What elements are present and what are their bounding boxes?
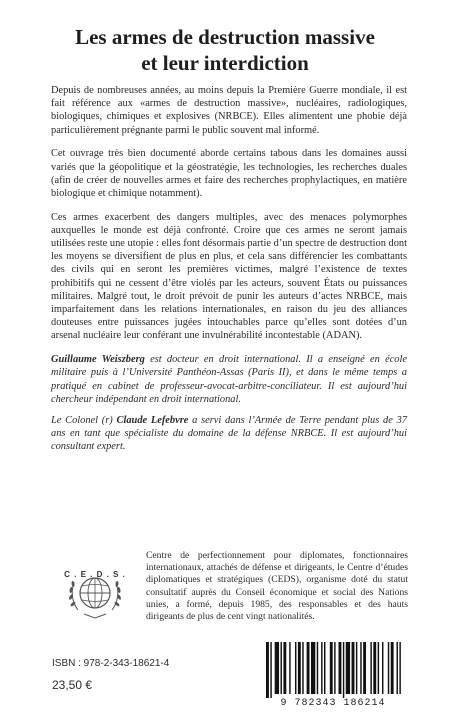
title-line-1: Les armes de destruction massive [75,25,375,49]
barcode-bar [289,642,290,694]
title-line-2: et leur interdiction [141,51,309,75]
barcode-bar [317,642,318,694]
barcode-bar [373,642,376,694]
laurel-globe-icon [52,548,138,628]
barcode-bar [346,642,350,694]
barcode-bar [307,642,310,694]
author-bio-lefebvre [51,414,407,454]
book-title [0,24,450,76]
barcode-bar [399,642,400,694]
barcode-bar [382,642,383,694]
barcode-bar [266,642,269,698]
barcode-bar [378,642,379,694]
barcode-bar [302,642,303,694]
barcode-bar [356,642,357,694]
barcode-bar [360,642,361,694]
barcode-bar [352,642,355,694]
author-bio-weiszberg [51,353,407,406]
author-bio-text-weiszberg: est docteur en droit international. Il a enseigné en école militaire puis à l’Université Panthéon-Assas (Paris II), et dans le même temps a pratiqué en cabinet de professeur-avocat-arbitre-conciliateur. Il est aujourd’hui chercheur indépendant en droit international. [51,354,407,405]
barcode-bar [343,642,344,698]
barcode-bar [330,642,333,694]
barcode-bar [334,642,335,694]
ceds-logo [52,548,138,628]
barcode-bar [370,642,371,694]
barcode-bar [363,642,366,694]
barcode-bar [270,642,271,698]
barcode-bar [397,642,398,694]
barcode-bar [388,642,389,694]
author-bio-text-lefebvre: a servi dans l’Armée de Terre pendant plus de 37 ans en tant que spécialiste du domaine de la défense NRBCE. Il est aujourd’hui consultant expert. [51,414,407,453]
barcode-bar [281,642,282,694]
back-cover-text [51,84,407,464]
author-name-lefebvre: Claude Lefebvre [116,414,189,426]
barcode-bar [298,642,301,694]
ceds-description: Centre de perfectionnement pour diplomates, fonctionnaires internationaux, attachés de défense et dirigeants, le Centre d’études diplomatiques et stratégiques (CEDS), organisme doté du statut consultatif auprès du Conseil économique et social des Nations unies, a formé, depuis 1985, des responsables et des hauts dirigeants de plus de cent vingt nationalités. [146,550,408,623]
barcode-bar [391,642,394,694]
barcode [258,640,408,710]
author-prefix-lefebvre: Le Colonel (r) [51,414,117,426]
price: 23,50 € [52,678,93,692]
ceds-logo-label: C . E . D . S . [64,570,126,579]
barcode-bar [321,642,322,694]
isbn: ISBN : 978-2-343-18621-4 [52,658,170,669]
barcode-bar [295,642,296,694]
author-name-weiszberg: Guillaume Weiszberg [51,354,145,366]
paragraph-overview: Cet ouvrage très bien documenté aborde certains tabous dans les domaines aussi variés que la géopolitique et la géostratégie, les technologies, les recherches duales (afin de créer de nouvelles armes et faire des recherches prophylactiques, en matière biologique et chimique notamment). [51,148,407,199]
barcode-digits: 9 782343 186214 [280,698,386,709]
paragraph-intro: Depuis de nombreuses années, au moins depuis la Première Guerre mondiale, il est fait référence aux «armes de destruction massive», nucléaires, radiologiques, biologiques, chimiques et explosives (NRBCE). Elles alimentent une phobie déjà particulièrement prégnante parmi le public souvent mal informé. [51,85,407,136]
barcode-bar [283,642,286,694]
barcode-bar [275,642,279,694]
paragraph-dangers: Ces armes exacerbent des dangers multiples, avec des menaces polymorphes auxquelles le monde est déjà confronté. Croire que ces armes ne seront jamais utilisées reste une utopie : elles font désormais partie d’un spectre de destruction dont les moyens se diversifient de plus en plus, et cela sans différencier les combattants des civils qui en seront les premières victimes, malgré l’existence de textes prohibitifs qui ne cessent d’être violés par les acteurs, souvent États ou puissances militaires. Malgré tout, le droit prévoit de punir les auteurs d’actes NRBCE, mais imparfaitement dans les relations internationales, en raison du jeu des alliances douteuses entre puissances jugées intouchables parce qu’elles sont dotées d’un arsenal nucléaire leur conférant une invulnérabilité incontestable (ADAN). [51,211,407,342]
barcode-bar [324,642,325,694]
barcode-bar [339,642,342,694]
barcode-bar [311,642,315,694]
